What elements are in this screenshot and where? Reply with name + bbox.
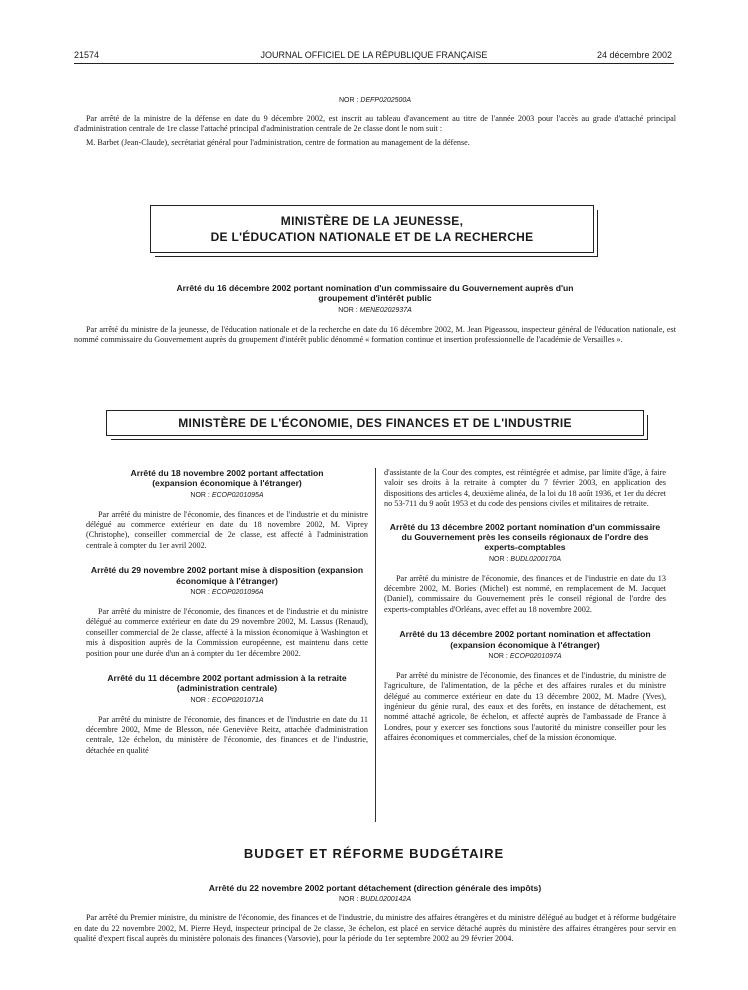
nor-code: BUDL0200142A bbox=[360, 896, 411, 904]
nor-line bbox=[86, 589, 368, 596]
arrete-title: Arrêté du 13 décembre 2002 portant nomination d'un commissaire du Gouvernement près les conseils régionaux de l'ordre des experts-comptables bbox=[389, 521, 661, 553]
arrete-youth bbox=[74, 283, 676, 345]
nor-label: NOR : bbox=[190, 491, 210, 499]
arrete-title: Arrêté du 18 novembre 2002 portant affectation (expansion économique à l'étranger) bbox=[130, 468, 324, 489]
ministry-youth-line1: MINISTÈRE DE LA JEUNESSE, bbox=[280, 214, 464, 228]
budget-arrete bbox=[74, 883, 676, 945]
arrete-block bbox=[384, 522, 666, 616]
arrete-body: Par arrêté du ministre de la jeunesse, de l'éducation nationale et de la recherche en date du 16 décembre 2002, M. Jean Pigeassou, inspecteur général de l'éducation nationale, est nommé commissaire du Gouvernement auprès du groupement d'intérêt public dénommé « formation continue et insertion professionnelle de l'académie de Versailles ». bbox=[74, 324, 676, 345]
nor-code: ECOP0201071A bbox=[211, 696, 264, 704]
nor-label: NOR : bbox=[339, 97, 359, 104]
nor-line bbox=[384, 556, 666, 563]
nor-line bbox=[74, 896, 676, 903]
ministry-economy-heading bbox=[106, 410, 644, 436]
nor-line bbox=[384, 653, 666, 660]
arrete-title: Arrêté du 16 décembre 2002 portant nomination d'un commissaire du Gouvernement auprès d'un groupement d'intérêt public bbox=[176, 283, 574, 304]
arrete-title: Arrêté du 29 novembre 2002 portant mise à disposition (expansion économique à l'étranger) bbox=[90, 565, 364, 586]
left-column bbox=[86, 468, 368, 770]
arrete-body: Par arrêté du ministre de l'économie, des finances et de l'industrie en date du 13 décembre 2002, M. Bories (Michel) est nommé, en remplacement de M. Jacquet (Daniel), commissaire du Gouvernement près le conseil régional de l'ordre des experts-comptables d'Orléans, avec effet au 18 novembre 2002. bbox=[384, 573, 666, 614]
continuation-text: d'assistante de la Cour des comptes, est réintégrée et admise, par limite d'âge, à faire valoir ses droits à la retraite à compter du 7 février 2003, en application des dispositions des articles 4, deuxième alinéa, de la loi du 18 août 1936, et 1er du décret no 53-711 du 9 août 1953 et du code des pensions civiles et militaires de retraite. bbox=[384, 468, 666, 509]
nor-line bbox=[86, 697, 368, 704]
nor-line bbox=[86, 492, 368, 499]
arrete-body: Par arrêté du ministre de l'économie, des finances et de l'industrie et du ministre délégué au commerce extérieur en date du 29 novembre 2002, M. Lassus (Renaud), conseiller commercial de 2e classe, affecté à la mission économique à Washington et mis à disposition auprès de la Commission européenne, est maintenu dans cette position pour une durée d'un an à compter du 1er décembre 2002. bbox=[86, 606, 368, 658]
nor-code: ECOP0201096A bbox=[211, 588, 264, 596]
nor-label: NOR : bbox=[190, 588, 210, 596]
nor-line bbox=[74, 307, 676, 314]
arrete-block bbox=[86, 565, 368, 659]
nor-label: NOR : bbox=[339, 896, 359, 904]
ministry-youth-line2: DE L'ÉDUCATION NATIONALE ET DE LA RECHERCHE bbox=[210, 229, 534, 244]
arrete-title: Arrêté du 11 décembre 2002 portant admission à la retraite (administration centrale) bbox=[107, 672, 347, 694]
nor-label: NOR : bbox=[488, 652, 508, 660]
nor-label: NOR : bbox=[489, 555, 509, 563]
nor-code: ECOP0201095A bbox=[211, 491, 264, 499]
arrete-title: Arrêté du 22 novembre 2002 portant détachement (direction générale des impôts) bbox=[208, 883, 542, 893]
nor-code: BUDL0200170A bbox=[510, 555, 561, 563]
issue-date: 24 décembre 2002 bbox=[596, 50, 672, 60]
nor-label: NOR : bbox=[190, 696, 210, 704]
arrete-body: Par arrêté du Premier ministre, du ministre de l'économie, des finances et de l'industrie, du ministre des affaires étrangères et du ministre délégué au budget et à réforme budgétaire en date du 22 novembre 2002, M. Pierre Heyd, inspecteur principal de 2e classe, 3e échelon, est placé en service détaché auprès du ministère des affaires étrangères pour servir en qualité d'expert fiscal auprès du ministère polonais des finances (Varsovie), pour la période du 1er septembre 2002 au 29 février 2004. bbox=[74, 913, 676, 944]
ministry-economy-line1: MINISTÈRE DE L'ÉCONOMIE, DES FINANCES ET DE L'INDUSTRIE bbox=[178, 416, 572, 430]
header-rule bbox=[74, 63, 674, 64]
defense-section bbox=[74, 97, 676, 148]
arrete-body: Par arrêté du ministre de l'économie, des finances et de l'industrie en date du 11 décembre 2002, Mme de Blesson, née Geneviève Reitz, attachée d'administration centrale, 12e échelon, du ministère de l'économie, des finances et de l'industrie, détachée en qualité bbox=[86, 714, 368, 755]
nor-code: DEFP0202500A bbox=[360, 97, 411, 104]
arrete-body: Par arrêté du ministre de l'économie, des finances et de l'industrie et du ministre délégué au commerce extérieur en date du 18 novembre 2002, M. Viprey (Christophe), conseiller commercial de 2e classe, est affecté à l'administration centrale à compter du 1er avril 2002. bbox=[86, 509, 368, 550]
arrete-title: Arrêté du 13 décembre 2002 portant nomination et affectation (expansion économique à l'étranger) bbox=[399, 629, 651, 650]
journal-title: JOURNAL OFFICIEL DE LA RÉPUBLIQUE FRANÇAISE bbox=[260, 50, 488, 60]
nor-label: NOR : bbox=[338, 306, 358, 314]
arrete-body: Par arrêté du ministre de l'économie, des finances et de l'industrie, du ministre de l'agriculture, de l'alimentation, de la pêche et des affaires rurales et du ministre délégué au commerce extérieur en date du 13 décembre 2002, M. Madre (Yves), ingénieur du génie rural, des eaux et des forêts, en instance de détachement, est nommé attaché agricole, 8e échelon, et affecté auprès de l'ambassade de France à Londres, pour y exercer ses fonctions sous l'autorité du ministre conseiller pour les affaires économiques et commerciales, chef de la mission économique. bbox=[384, 670, 666, 743]
nor-code: ECOP0201097A bbox=[509, 652, 562, 660]
defense-nominee: M. Barbet (Jean-Claude), secrétariat général pour l'administration, centre de formation au management de la défense. bbox=[86, 137, 470, 147]
nor-line bbox=[74, 97, 676, 104]
arrete-block bbox=[86, 673, 368, 756]
page-number: 21574 bbox=[74, 50, 100, 60]
right-column bbox=[384, 468, 666, 758]
column-divider bbox=[375, 468, 376, 822]
nor-code: MENE0202937A bbox=[359, 306, 412, 314]
budget-section-title: BUDGET ET RÉFORME BUDGÉTAIRE bbox=[243, 846, 505, 861]
arrete-block bbox=[86, 468, 368, 551]
defense-paragraph: Par arrêté de la ministre de la défense en date du 9 décembre 2002, est inscrit au tableau d'avancement au titre de l'année 2003 pour l'accès au grade d'attaché principal d'administration centrale de 1re classe l'attaché principal d'administration centrale de 2e classe dont le nom suit : bbox=[74, 114, 676, 134]
arrete-block bbox=[384, 629, 666, 743]
ministry-youth-heading bbox=[150, 205, 594, 253]
